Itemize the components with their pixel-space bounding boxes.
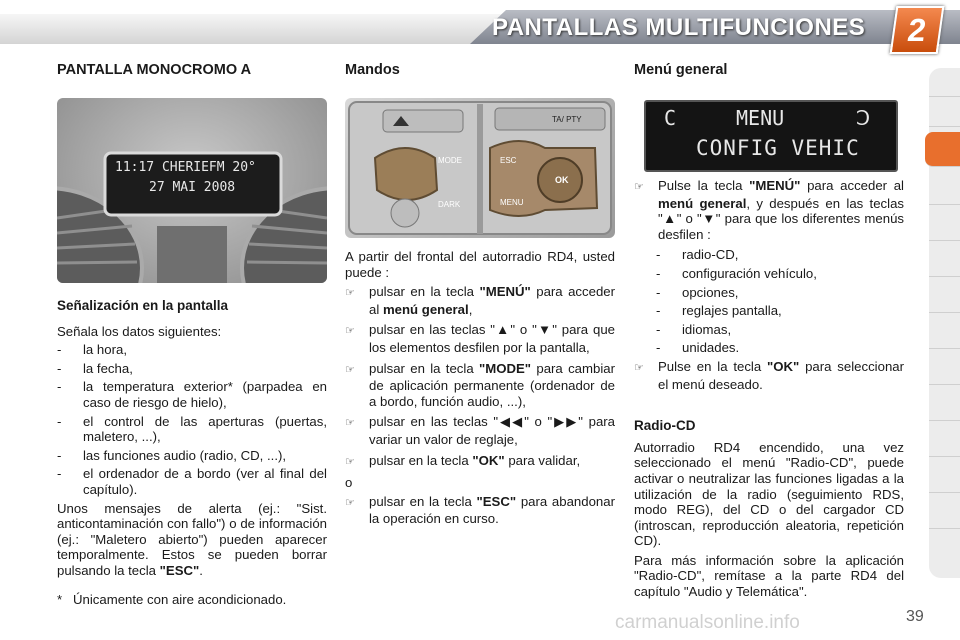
chapter-number-badge: 2 (890, 6, 945, 54)
chapter-tab[interactable] (929, 492, 960, 529)
lcd-line-date: 27 MAI 2008 (149, 180, 236, 195)
pointer-icon: ☞ (345, 455, 355, 468)
ta-pty-button[interactable]: TA/ PTY (552, 115, 582, 124)
mode-button[interactable]: MODE (438, 156, 462, 165)
chapter-tab[interactable] (929, 204, 960, 241)
watermark: carmanualsonline.info (615, 612, 800, 633)
chapter-tab[interactable] (929, 172, 960, 205)
intro-text: Señala los datos siguientes: (57, 323, 222, 339)
pointer-icon: ☞ (345, 363, 355, 376)
chapter-tab[interactable] (929, 420, 960, 457)
list-item: - la hora, (57, 342, 127, 358)
pointer-icon: ☞ (634, 361, 644, 374)
list-item: ☞ pulsar en las teclas "◀◀" o "▶▶" para variar un valor de reglaje, (345, 414, 615, 447)
esc-button[interactable]: ESC (500, 156, 517, 165)
list-item: ☞ pulsar en la tecla "OK" para validar, (345, 453, 615, 471)
alert-note: Unos mensajes de alerta (ej.: "Sist. anticontaminación con fallo") o de información (ej.: "Maletero abierto") pueden aparecer temporalmente. Estos se pueden borrar pulsando la tecla "ESC". (57, 500, 327, 578)
pointer-icon: ☞ (345, 325, 355, 338)
menu-list (634, 247, 904, 356)
list-item: ☞ pulsar en las teclas "▲" o "▼" para que los elementos desfilen por la pantalla, (345, 322, 615, 355)
pointer-icon: ☞ (345, 496, 355, 509)
section-heading-controls: Mandos (345, 62, 400, 78)
chapter-tab-active[interactable] (925, 132, 960, 167)
lcd-menu-right: Ↄ (856, 106, 871, 130)
intro-text: A partir del frontal del autorradio RD4, usted puede : (345, 249, 615, 280)
list-item: - el ordenador de a bordo (ver al final del capítulo). (57, 466, 327, 497)
chapter-tab[interactable] (929, 348, 960, 385)
radio-cd-paragraph: Autorradio RD4 encendido, una vez seleccionado el menú "Radio-CD", puede activar o neutralizar las funciones ligadas a la utilización de la radio (seguimiento RDS, modo REG), del CD o del cargador CD (introscan, reproducción aleatoria, repetición CD). (634, 439, 904, 549)
radio-panel-photo (345, 98, 615, 238)
list-item: ☞ pulsar en la tecla "MENÚ" para acceder al menú general, (345, 284, 615, 317)
pointer-icon: ☞ (345, 417, 355, 430)
menu-display (644, 100, 898, 172)
column-controls (345, 249, 615, 532)
list-item: ☞ pulsar en la tecla "MODE" para cambiar de aplicación permanente (ordenador de a bordo, función audio, ...), (345, 360, 615, 409)
list-item: ☞ pulsar en la tecla "ESC" para abandonar la operación en curso. (345, 493, 615, 527)
chapter-tab[interactable] (929, 96, 960, 127)
lcd-line-time-station: 11:17 CHERIEFM 20° (115, 160, 256, 175)
lcd-menu-left: C (664, 106, 677, 130)
list-item: - la temperatura exterior* (parpadea en caso de riesgo de hielo), (57, 379, 327, 410)
menu-list-item: - opciones, (656, 284, 739, 300)
dashboard-photo (57, 98, 327, 283)
section-heading-general-menu: Menú general (634, 62, 728, 78)
chapter-tabs (929, 68, 960, 578)
page-title: PANTALLAS MULTIFUNCIONES (492, 14, 866, 41)
pointer-icon: ☞ (345, 287, 355, 300)
menu-list-item: - radio-CD, (656, 247, 739, 263)
list-item: - la fecha, (57, 360, 133, 376)
chapter-tab[interactable] (929, 456, 960, 493)
dark-button[interactable]: DARK (438, 200, 461, 209)
chapter-tab[interactable] (929, 384, 960, 421)
menu-list-item: - unidades. (656, 340, 740, 356)
menu-button[interactable]: MENU (500, 198, 524, 207)
radio-cd-reference: Para más información sobre la aplicación "Radio-CD", remítase a la parte RD4 del capítulo "Audio y Telemática". (634, 552, 904, 600)
subheading-radio-cd: Radio-CD (634, 418, 696, 434)
chapter-tab[interactable] (929, 240, 960, 277)
list-item: ☞ Pulse la tecla "MENÚ" para acceder al menú general, y después en las teclas "▲" o "▼" para que los diferentes menús desfilen : (634, 178, 904, 242)
pointer-icon: ☞ (634, 181, 644, 193)
footnote: * Únicamente con aire acondicionado. (57, 592, 287, 607)
chapter-tab[interactable] (929, 276, 960, 313)
page-header (0, 0, 960, 52)
ok-button[interactable]: OK (555, 175, 569, 185)
list-item: ☞ Pulse en la tecla "OK" para seleccionar el menú deseado. (634, 358, 904, 392)
menu-list-item: - idiomas, (656, 321, 732, 337)
menu-list-item: - configuración vehículo, (656, 265, 817, 281)
or-text: o (345, 475, 353, 491)
chapter-tab[interactable] (929, 528, 960, 578)
menu-list-item: - reglajes pantalla, (656, 303, 782, 319)
page-number: 39 (906, 608, 924, 625)
subheading-signalling: Señalización en la pantalla (57, 298, 229, 313)
section-heading-monochrome: PANTALLA MONOCROMO A (57, 62, 252, 78)
column-general-menu (634, 178, 904, 604)
column-monochrome (57, 298, 327, 583)
lcd-config-vehic: CONFIG VEHIC (696, 136, 860, 160)
chapter-tab[interactable] (929, 68, 960, 97)
list-item: - las funciones audio (radio, CD, ...), (57, 447, 287, 463)
lcd-menu-title: MENU (736, 106, 785, 130)
list-item: - el control de las aperturas (puertas, maletero, ...), (57, 413, 327, 445)
chapter-tab[interactable] (929, 312, 960, 349)
